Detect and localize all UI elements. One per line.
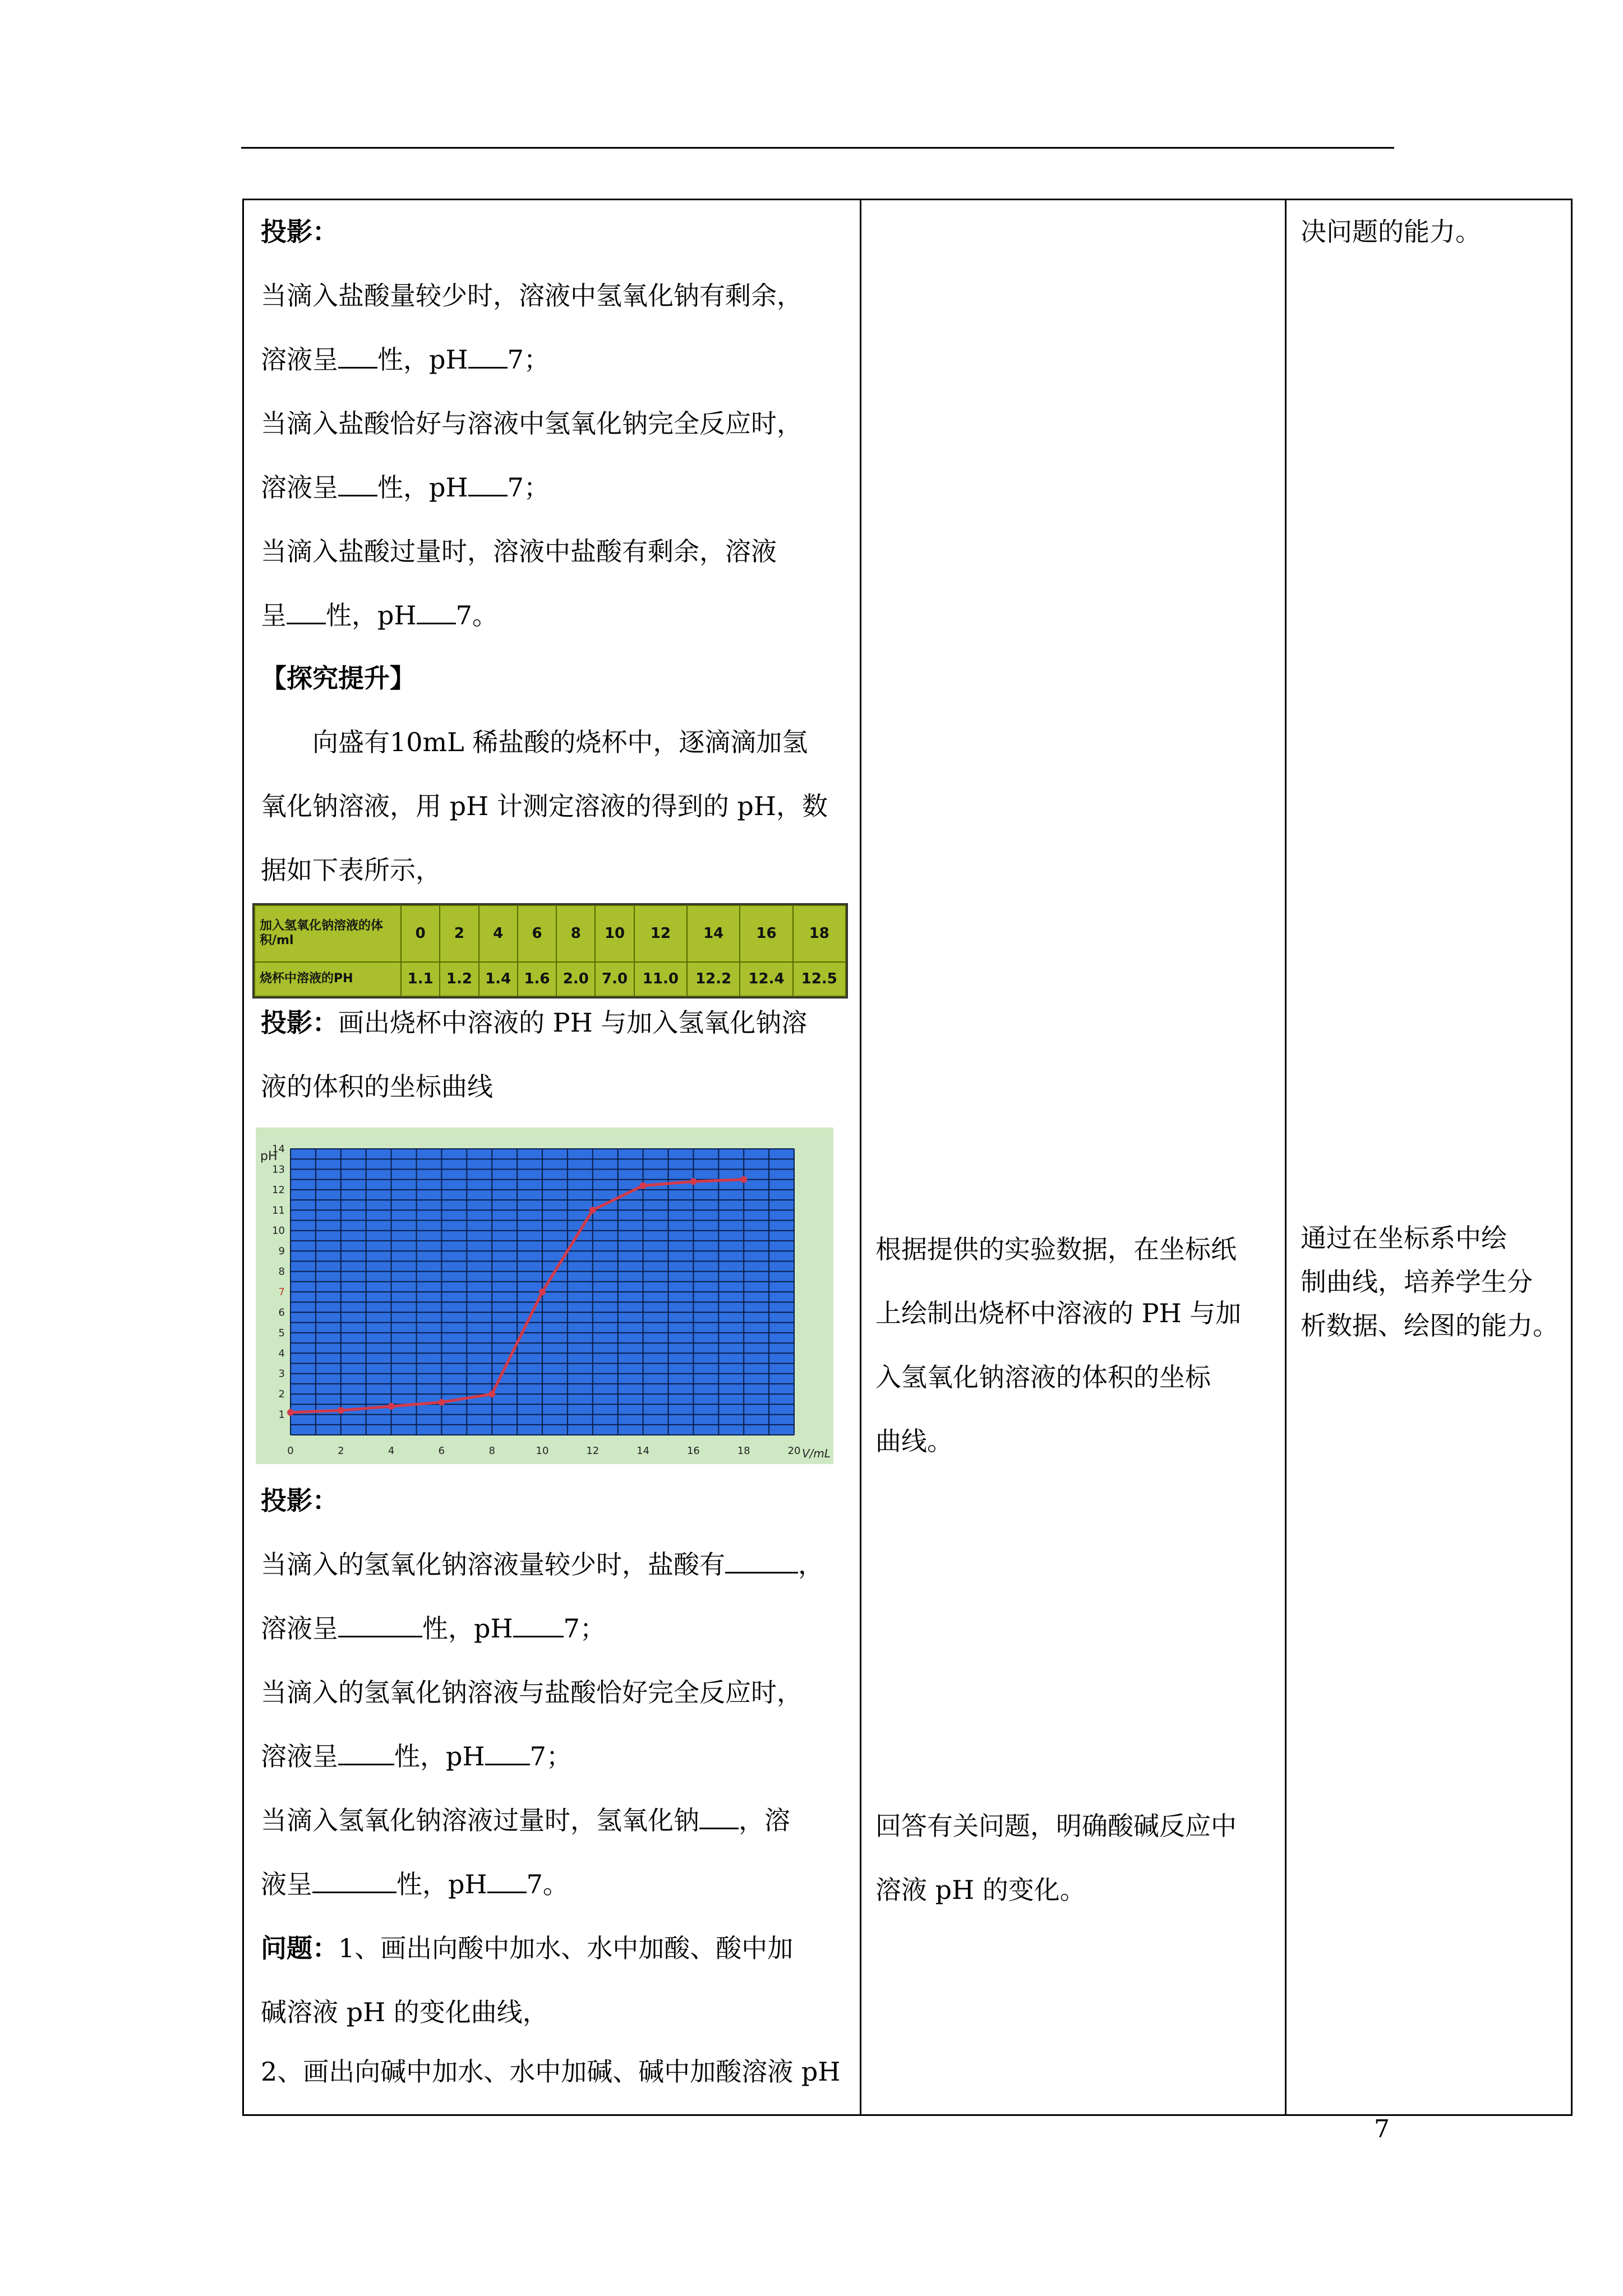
volume-cell: 8 xyxy=(556,905,595,962)
answer-blank[interactable] xyxy=(468,472,508,496)
volume-cell: 12 xyxy=(634,905,687,962)
text-line: 入氢氧化钠溶液的体积的坐标 xyxy=(875,1362,1211,1392)
projection-heading: 投影： xyxy=(261,1485,338,1516)
ph-data-table xyxy=(252,903,848,999)
answer-blank[interactable] xyxy=(312,1869,396,1893)
data-point xyxy=(488,1391,495,1397)
y-tick-label: 9 xyxy=(278,1245,285,1258)
text-line: 液呈 性，pH 7。 xyxy=(261,1869,569,1899)
text-line: 当滴入的氢氧化钠溶液量较少时，盐酸有 ， xyxy=(261,1549,824,1580)
volume-cell: 0 xyxy=(401,905,440,962)
volume-row xyxy=(255,905,846,962)
x-tick-label: 16 xyxy=(686,1445,700,1457)
data-point xyxy=(740,1176,747,1183)
answer-blank[interactable] xyxy=(338,472,377,496)
text-line: 呈 性，pH 7。 xyxy=(261,600,498,631)
answer-blank[interactable] xyxy=(485,1741,530,1765)
text-line: 回答有关问题，明确酸碱反应中 xyxy=(875,1811,1237,1841)
text-line: 溶液呈 性，pH 7； xyxy=(261,1741,572,1772)
ph-curve-chart xyxy=(256,1128,833,1464)
ph-cell: 11.0 xyxy=(634,962,687,996)
column-divider xyxy=(860,200,861,2114)
x-tick-label: 18 xyxy=(737,1445,750,1457)
text-line: 析数据、绘图的能力。 xyxy=(1301,1310,1559,1341)
volume-cell: 2 xyxy=(440,905,478,962)
text-line: 碱溶液 pH 的变化曲线， xyxy=(261,1997,548,2027)
y-tick-label: 14 xyxy=(272,1143,285,1155)
y-tick-label: 6 xyxy=(278,1306,285,1319)
data-point xyxy=(388,1403,395,1410)
volume-header: 加入氢氧化钠溶液的体积/ml xyxy=(255,905,401,962)
ph-cell: 1.4 xyxy=(479,962,518,996)
volume-cell: 14 xyxy=(687,905,740,962)
page-number: 7 xyxy=(1374,2115,1390,2143)
y-tick-label: 4 xyxy=(278,1347,285,1360)
volume-cell: 10 xyxy=(595,905,634,962)
x-tick-label: 12 xyxy=(586,1445,600,1457)
ph-cell: 12.5 xyxy=(793,962,846,996)
text-line: 通过在坐标系中绘 xyxy=(1301,1223,1507,1253)
answer-blank[interactable] xyxy=(417,600,456,624)
text-line: 根据提供的实验数据，在坐标纸 xyxy=(875,1234,1237,1264)
text-line: 2、画出向碱中加水、水中加碱、碱中加酸溶液 pH xyxy=(261,2056,841,2087)
text-line: 决问题的能力。 xyxy=(1301,217,1481,247)
text-line: 投影：画出烧杯中溶液的 PH 与加入氢氧化钠溶 xyxy=(261,1007,808,1038)
header-rule xyxy=(241,147,1394,149)
x-tick-label: 2 xyxy=(338,1445,344,1457)
answer-blank[interactable] xyxy=(468,344,508,369)
column-divider xyxy=(1285,200,1287,2114)
y-tick-label: 12 xyxy=(272,1184,285,1196)
y-tick-label: 7 xyxy=(278,1286,285,1298)
answer-blank[interactable] xyxy=(487,1869,527,1893)
answer-blank[interactable] xyxy=(725,1549,798,1573)
ph-cell: 12.4 xyxy=(740,962,792,996)
x-tick-label: 0 xyxy=(287,1445,294,1457)
text-line: 当滴入盐酸恰好与溶液中氢氧化钠完全反应时， xyxy=(261,408,803,439)
projection-heading: 投影： xyxy=(261,217,338,247)
x-axis-label: V/mL xyxy=(802,1447,831,1460)
text-line: 溶液呈 性，pH 7； xyxy=(261,472,550,503)
section-heading: 【探究提升】 xyxy=(261,663,416,693)
text-line: 溶液 pH 的变化。 xyxy=(875,1875,1086,1905)
ph-cell: 1.2 xyxy=(440,962,478,996)
ph-cell: 12.2 xyxy=(687,962,740,996)
ph-cell: 2.0 xyxy=(556,962,595,996)
text-line: 制曲线，培养学生分 xyxy=(1301,1267,1533,1297)
text-line: 据如下表所示， xyxy=(261,855,441,885)
answer-blank[interactable] xyxy=(287,600,326,624)
answer-blank[interactable] xyxy=(699,1805,739,1829)
chart-svg xyxy=(256,1128,833,1464)
text-line: 向盛有10mL 稀盐酸的烧杯中，逐滴滴加氢 xyxy=(312,727,808,757)
text-line: 问题：1、画出向酸中加水、水中加酸、酸中加 xyxy=(261,1933,794,1963)
text-line: 液的体积的坐标曲线 xyxy=(261,1071,493,1102)
answer-blank[interactable] xyxy=(338,344,377,369)
text-line: 溶液呈 性，pH 7； xyxy=(261,1613,606,1644)
volume-cell: 4 xyxy=(479,905,518,962)
ph-header: 烧杯中溶液的PH xyxy=(255,962,401,996)
text-line: 当滴入盐酸过量时，溶液中盐酸有剩余，溶液 xyxy=(261,536,777,567)
y-tick-label: 10 xyxy=(272,1225,285,1237)
text-line: 当滴入氢氧化钠溶液过量时，氢氧化钠 ，溶 xyxy=(261,1805,790,1835)
data-point xyxy=(287,1409,294,1416)
volume-cell: 18 xyxy=(793,905,846,962)
x-tick-label: 6 xyxy=(438,1445,445,1457)
y-tick-label: 3 xyxy=(278,1368,285,1380)
ph-cell: 7.0 xyxy=(595,962,634,996)
data-point xyxy=(438,1399,445,1406)
x-tick-label: 14 xyxy=(637,1445,650,1457)
x-tick-label: 20 xyxy=(787,1445,801,1457)
text-line: 上绘制出烧杯中溶液的 PH 与加 xyxy=(875,1298,1242,1328)
data-point xyxy=(338,1407,344,1414)
volume-cell: 16 xyxy=(740,905,792,962)
x-tick-label: 8 xyxy=(488,1445,495,1457)
ph-row xyxy=(255,962,846,996)
ph-cell: 1.1 xyxy=(401,962,440,996)
y-tick-label: 5 xyxy=(278,1327,285,1339)
data-point xyxy=(589,1207,596,1213)
y-tick-label: 11 xyxy=(272,1204,285,1217)
answer-blank[interactable] xyxy=(338,1613,422,1637)
y-tick-label: 2 xyxy=(278,1388,285,1401)
x-tick-label: 4 xyxy=(388,1445,395,1457)
volume-cell: 6 xyxy=(518,905,556,962)
x-tick-label: 10 xyxy=(536,1445,549,1457)
text-line: 当滴入的氢氧化钠溶液与盐酸恰好完全反应时， xyxy=(261,1677,803,1708)
data-point xyxy=(640,1182,647,1189)
text-line: 当滴入盐酸量较少时，溶液中氢氧化钠有剩余， xyxy=(261,280,803,311)
data-point xyxy=(690,1178,697,1185)
data-point xyxy=(539,1289,546,1295)
y-tick-label: 13 xyxy=(272,1163,285,1176)
answer-blank[interactable] xyxy=(338,1741,394,1765)
answer-blank[interactable] xyxy=(513,1613,564,1637)
y-tick-label: 1 xyxy=(278,1409,285,1421)
text-line: 溶液呈 性，pH 7； xyxy=(261,344,550,375)
text-line: 曲线。 xyxy=(875,1426,953,1456)
y-tick-label: 8 xyxy=(278,1266,285,1278)
text-line: 氧化钠溶液，用 pH 计测定溶液的得到的 pH，数 xyxy=(261,791,828,821)
y-axis-label: pH xyxy=(260,1149,278,1163)
ph-cell: 1.6 xyxy=(518,962,556,996)
